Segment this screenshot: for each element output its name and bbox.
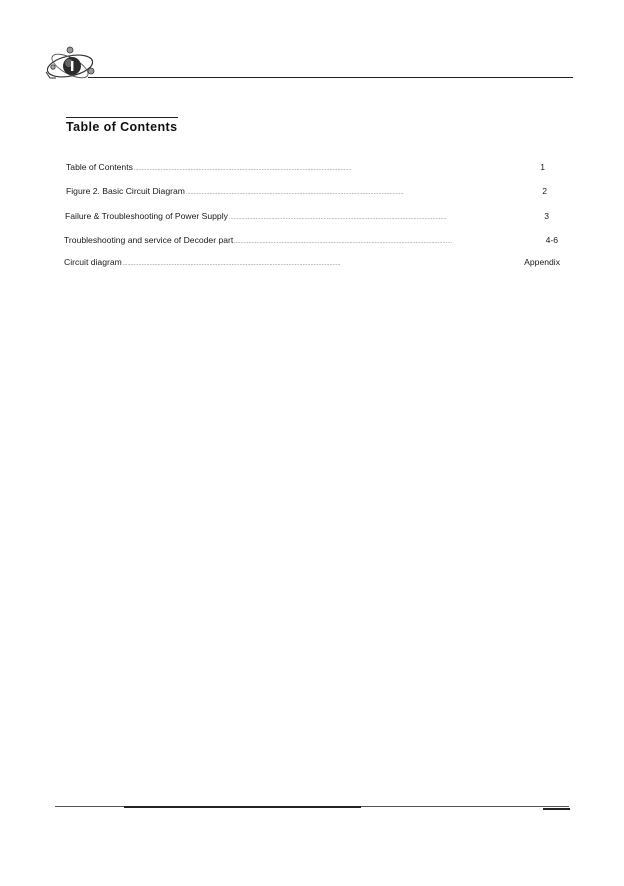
toc-entry-page: 3	[544, 211, 549, 221]
atom-globe-logo-icon	[44, 44, 100, 84]
toc-entry[interactable]	[64, 257, 560, 270]
toc-entry-page: 2	[542, 186, 547, 196]
dot-leader	[229, 211, 543, 224]
dot-leader	[134, 162, 539, 175]
toc-entry-label: Failure & Troubleshooting of Power Supply	[65, 211, 228, 221]
page-title: Table of Contents	[66, 120, 178, 134]
header-rule	[88, 77, 573, 78]
dot-leader	[186, 186, 541, 199]
toc-entry-label: Figure 2. Basic Circuit Diagram	[66, 186, 185, 196]
dot-leader	[123, 257, 523, 270]
toc-entry-label: Circuit diagram	[64, 257, 122, 267]
toc-entry-page: 4-6	[545, 235, 558, 245]
toc-entry-page: 1	[540, 162, 545, 172]
dot-leader	[234, 235, 544, 248]
toc-entry[interactable]	[65, 211, 549, 224]
footer-bar	[124, 806, 361, 808]
toc-entry[interactable]	[66, 162, 545, 175]
toc-entry-page: Appendix	[524, 257, 560, 267]
footer-bar	[543, 808, 570, 810]
title-overline	[66, 117, 178, 118]
toc-entry-label: Troubleshooting and service of Decoder part	[64, 235, 234, 245]
toc-entry[interactable]	[64, 235, 558, 248]
toc-entry[interactable]	[66, 186, 547, 199]
toc-entry-label: Table of Contents	[66, 162, 133, 172]
